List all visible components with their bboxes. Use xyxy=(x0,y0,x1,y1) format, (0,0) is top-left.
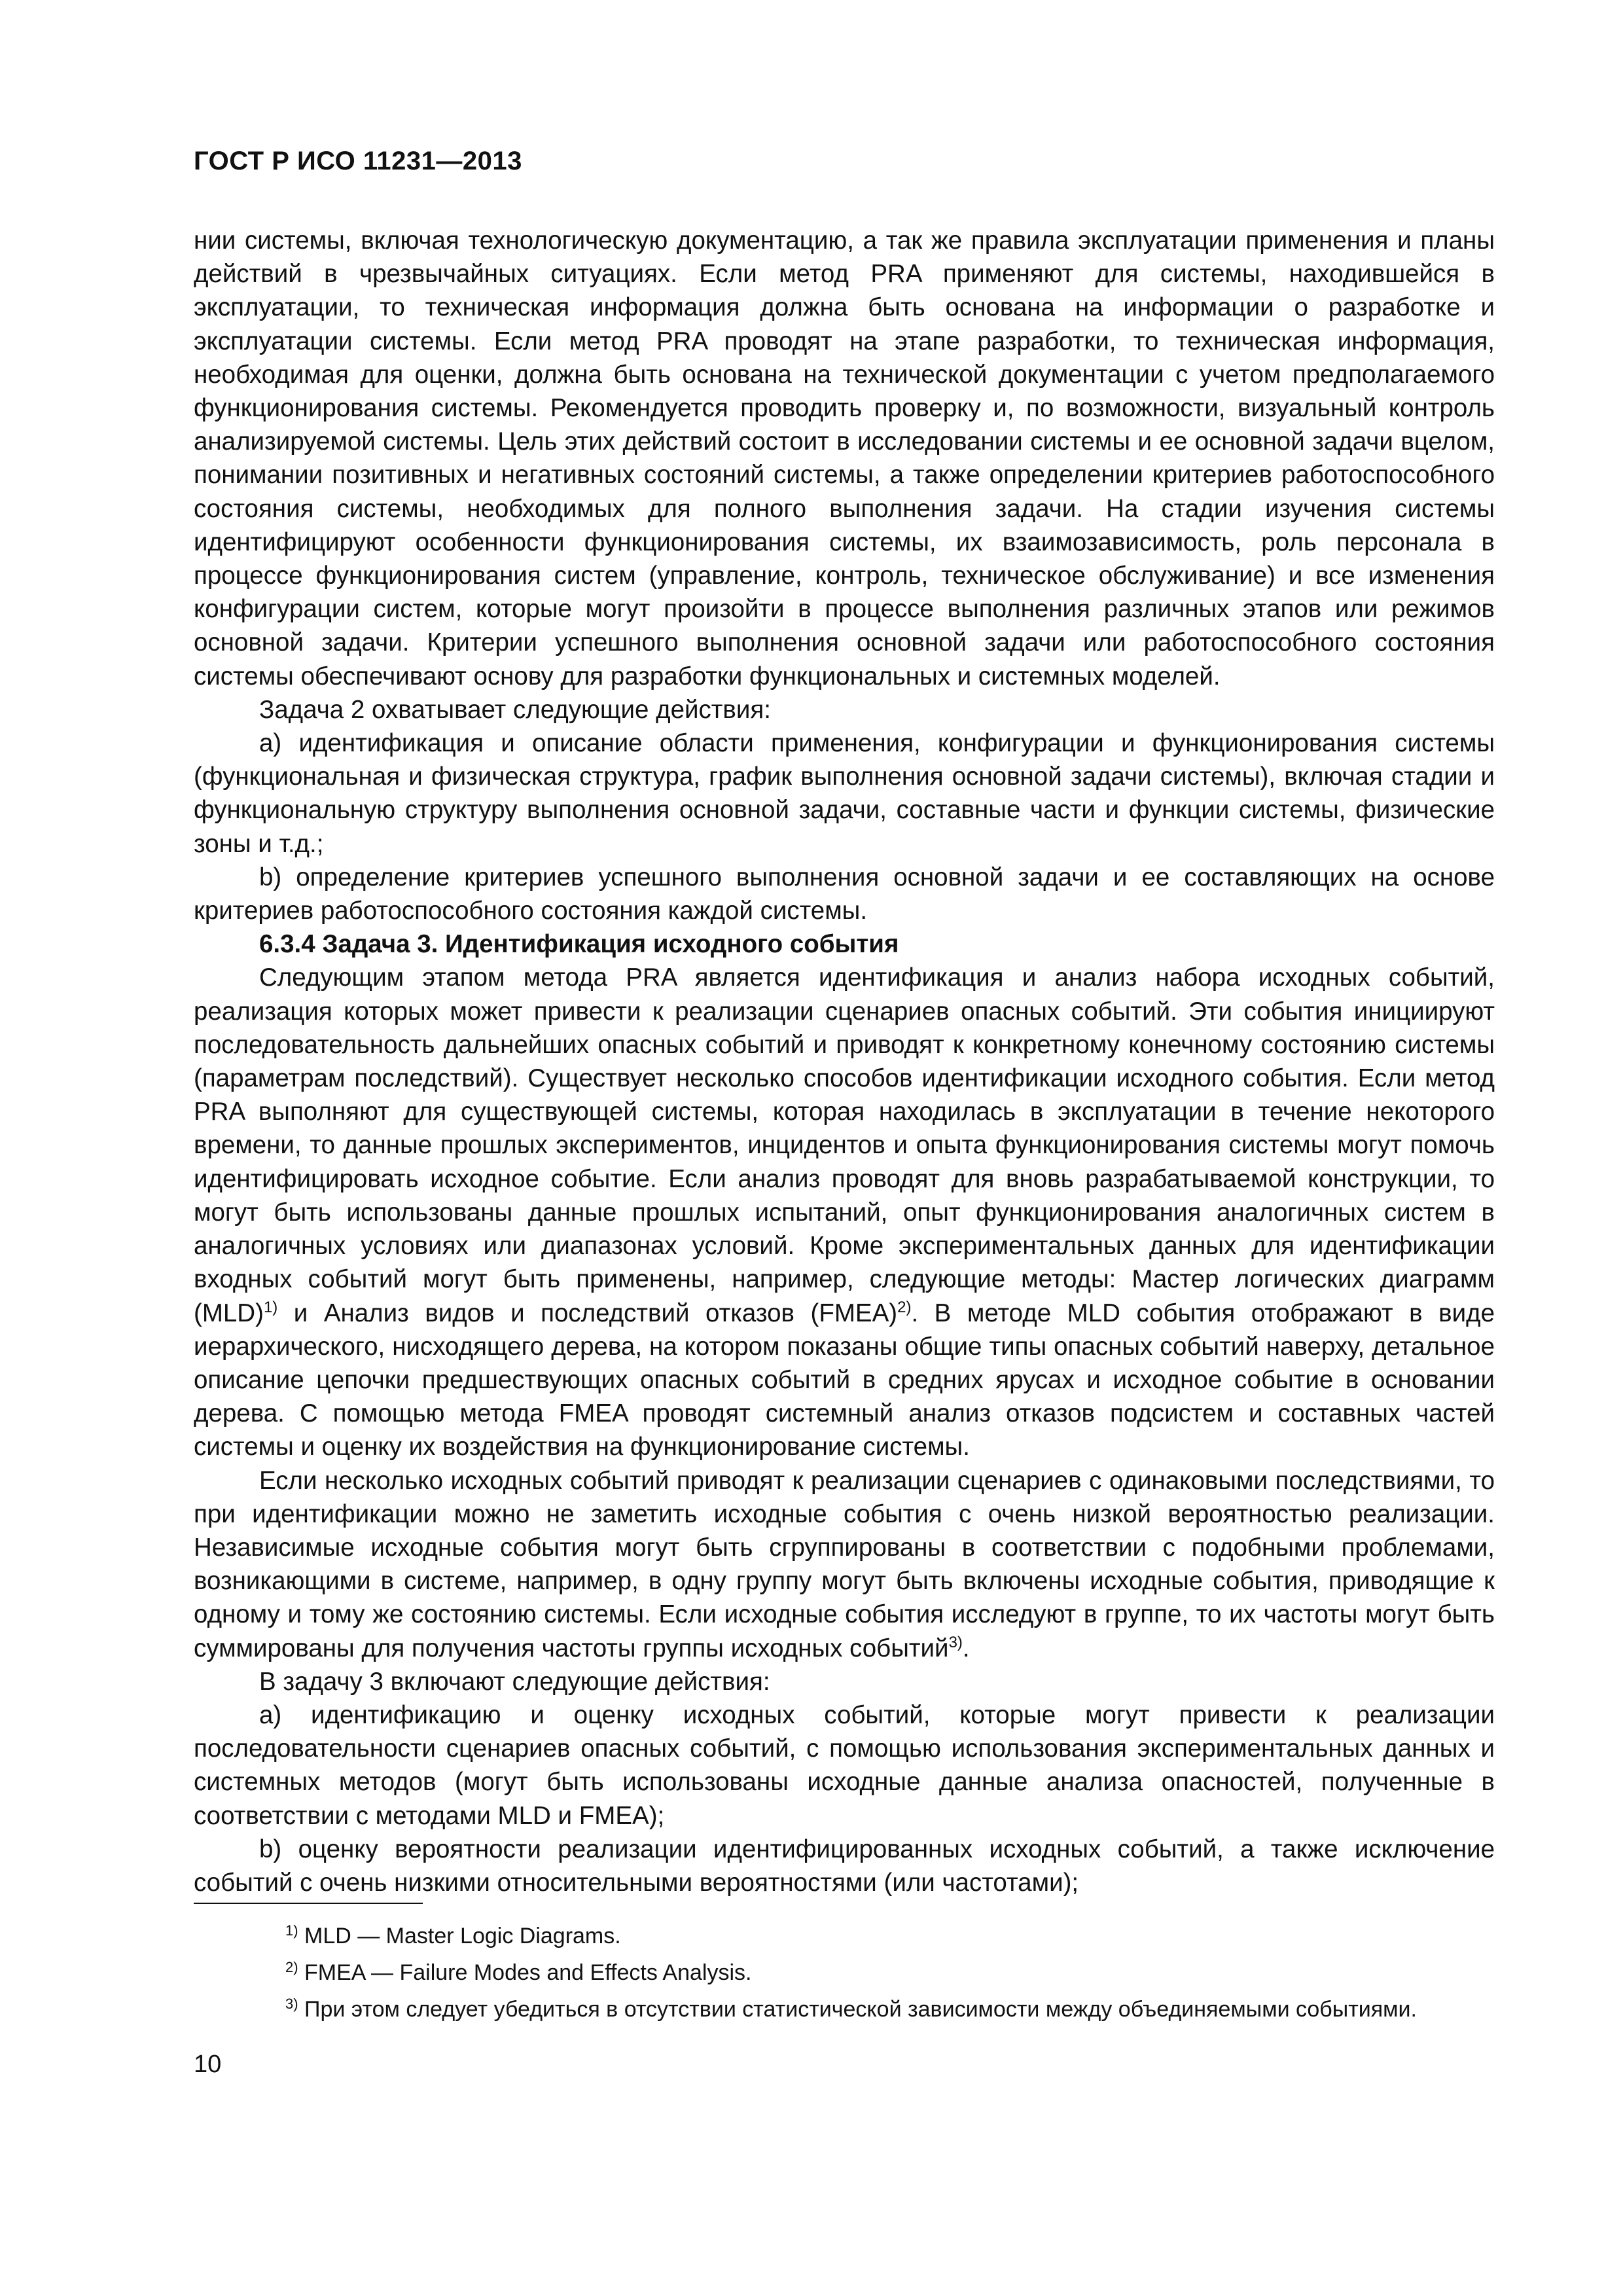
list-item: b) оценку вероятности реализации идентифицированных исходных событий, а также исключение событий с очень низкими относительными вероятностями (или частотами); xyxy=(194,1835,1495,1897)
footnote-text: При этом следует убедиться в отсутствии статистической зависимости между объединяемыми событиями. xyxy=(298,1997,1417,2022)
paragraph-text: Если несколько исходных событий приводят к реализации сценариев с одинаковыми последствиями, то при идентификации можно не заметить исходные события с очень низкой вероятностью реализации. Независимые исходные события могут быть сгруппированы в соответствии с подобными проблемами, возникающими в системе, например, в одну группу могут быть включены исходные события, приводящие к одному и тому же состоянию системы. Если исходные события исследуют в группе, то их частоты могут быть суммированы для получения частоты группы исходных событий xyxy=(194,1466,1495,1662)
footnotes xyxy=(194,1918,1495,2028)
document-header: ГОСТ Р ИСО 11231—2013 xyxy=(194,147,522,175)
paragraph-text: Следующим этапом метода PRA является идентификация и анализ набора исходных событий, реализация которых может привести к реализации сценариев опасных событий. Эти события инициируют последовательность дальнейших опасных событий и приводят к конкретному конечному состоянию системы (параметрам последствий). Существует несколько способов идентификации исходного события. Если метод PRA выполняют для существующей системы, которая находилась в эксплуатации в течение некоторого времени, то данные прошлых экспериментов, инцидентов и опыта функционирования системы могут помочь идентифицировать исходное событие. Если анализ проводят для вновь разрабатываемой конструкции, то могут быть использованы данные прошлых испытаний, опыт функционирования аналогичных систем в аналогичных условиях или диапазонах условий. Кроме экспериментальных данных для идентификации входных событий могут быть применены, например, следующие методы: Мастер логических диаграмм (MLD) xyxy=(194,963,1495,1327)
paragraph-text: . В методе MLD события отображают в виде иерархического, нисходящего дерева, на котором показаны общие типы опасных событий наверху, детальное описание цепочки предшествующих опасных событий в средних ярусах и исходное событие в основании дерева. С помощью метода FMEA проводят системный анализ отказов подсистем и составных частей системы и оценку их воздействия на функционирование системы. xyxy=(194,1299,1495,1462)
footnote-divider xyxy=(194,1903,423,1904)
paragraph: нии системы, включая технологическую документацию, а так же правила эксплуатации применения и планы действий в чрезвычайных ситуациях. Если метод PRA применяют для системы, находившейся в эксплуатации, то техническая информация должна быть основана на информации о разработке и эксплуатации системы. Если метод PRA проводят на этапе разработки, то техническая информация, необходимая для оценки, должна быть основана на технической документации с учетом предполагаемого функционирования системы. Рекомендуется проводить проверку и, по возможности, визуальный контроль анализируемой системы. Цель этих действий состоит в исследовании системы и ее основной задачи вцелом, понимании позитивных и негативных состояний системы, а также определении критериев работоспособного состояния системы, необходимых для полного выполнения задачи. На стадии изучения системы идентифицируют особенности функционирования системы, их взаимозависимость, роль персонала в процессе функционирования систем (управление, контроль, техническое обслуживание) и все изменения конфигурации систем, которые могут произойти в процессе выполнения различных этапов или режимов основной задачи. Критерии успешного выполнения основной задачи или работоспособного состояния системы обеспечивают основу для разработки функциональных и системных моделей. xyxy=(194,226,1495,691)
page-number: 10 xyxy=(194,2051,222,2078)
main-text xyxy=(194,224,1495,1899)
footnote-ref: 1) xyxy=(263,1298,278,1316)
footnote-ref: 2) xyxy=(897,1298,912,1316)
paragraph: В задачу 3 включают следующие действия: xyxy=(259,1667,770,1696)
footnote-ref: 3) xyxy=(948,1633,963,1651)
list-item: b) определение критериев успешного выполнения основной задачи и ее составляющих на основе критериев работоспособного состояния каждой системы. xyxy=(194,863,1495,925)
paragraph xyxy=(194,961,1495,1463)
footnote xyxy=(194,1954,1495,1991)
footnote-text: FMEA — Failure Modes and Effects Analysis. xyxy=(298,1960,752,1985)
list-item: а) идентификация и описание области применения, конфигурации и функционирования системы (функциональная и физическая структура, график выполнения основной задачи системы), включая стадии и функциональную структуру выполнения основной задачи, составные части и функции системы, физические зоны и т.д.; xyxy=(194,729,1495,858)
paragraph-text: . xyxy=(962,1634,970,1662)
footnote xyxy=(194,1918,1495,1954)
paragraph-text: и Анализ видов и последствий отказов (FMEA) xyxy=(277,1299,898,1327)
footnote-mark: 2) xyxy=(285,1959,298,1975)
list-item: а) идентификацию и оценку исходных событий, которые могут привести к реализации последовательности сценариев опасных событий, с помощью использования экспериментальных данных и системных методов (могут быть использованы исходные данные анализа опасностей, полученные в соответствии с методами MLD и FMEA); xyxy=(194,1700,1495,1830)
footnote-mark: 3) xyxy=(285,1996,298,2012)
paragraph: Задача 2 охватывает следующие действия: xyxy=(259,695,771,724)
paragraph xyxy=(194,1464,1495,1665)
section-title: 6.3.4 Задача 3. Идентификация исходного события xyxy=(259,930,899,959)
footnote-mark: 1) xyxy=(285,1922,298,1939)
footnote-text: MLD — Master Logic Diagrams. xyxy=(298,1924,621,1948)
footnote xyxy=(194,1991,1495,2028)
